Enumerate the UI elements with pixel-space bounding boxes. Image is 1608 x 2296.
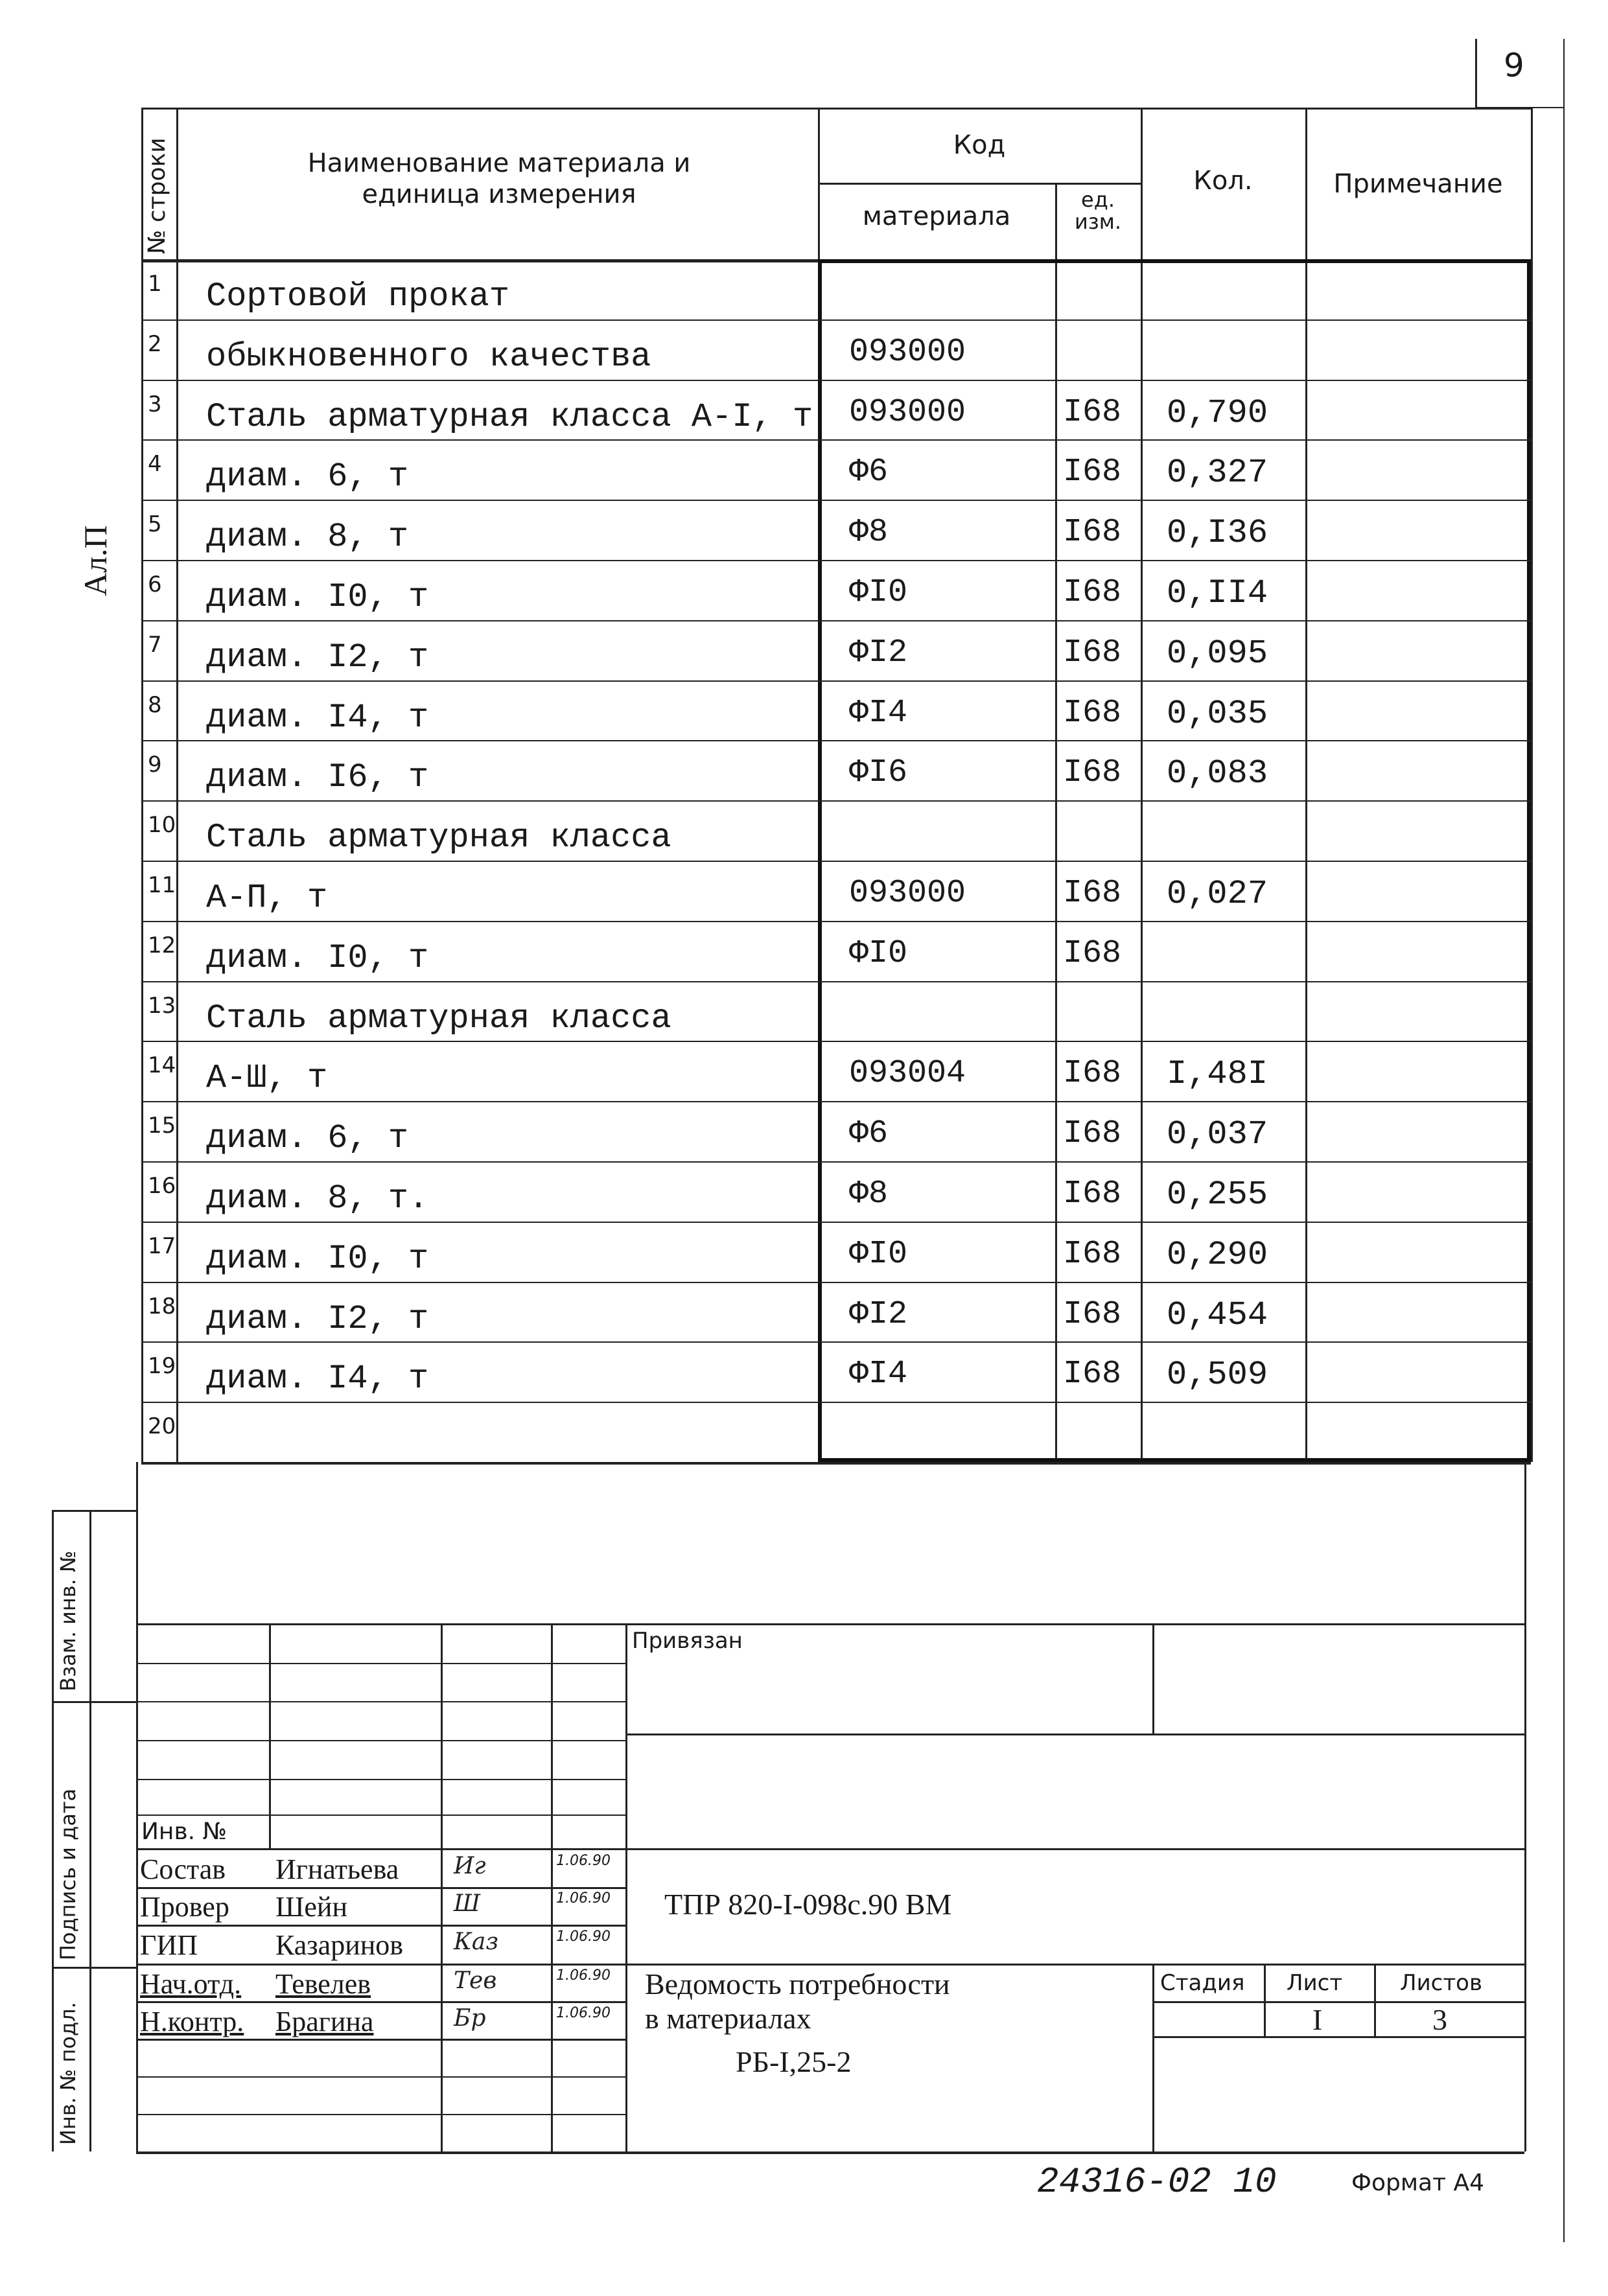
- material-code: ФI2: [849, 634, 908, 671]
- material-code: ФI0: [849, 934, 908, 972]
- stamp-name: Брагина: [275, 2006, 374, 2037]
- row-number: 6: [148, 572, 162, 597]
- doc-title-line3: РБ-I,25-2: [736, 2045, 852, 2078]
- unit-code: I68: [1063, 1176, 1122, 1212]
- quantity: 0,454: [1167, 1295, 1268, 1334]
- row-number: 11: [148, 872, 176, 898]
- quantity: 0,027: [1167, 875, 1268, 913]
- stamp-role: Состав: [140, 1853, 226, 1885]
- material-code: Ф8: [849, 514, 889, 551]
- sheet-label: Лист: [1287, 1970, 1343, 1996]
- material-name: Сортовой прокат: [206, 277, 510, 316]
- row-number: 1: [148, 271, 162, 297]
- material-name: диам. 6, т: [206, 1119, 409, 1158]
- material-name: Сталь арматурная класса А-I, т: [206, 397, 813, 436]
- material-code: Ф8: [849, 1176, 889, 1212]
- row-number: 8: [148, 691, 162, 718]
- unit-code: I68: [1063, 754, 1122, 792]
- material-code: ФI0: [849, 574, 908, 611]
- stamp-role: Н.контр.: [140, 2006, 244, 2037]
- doc-title-line2: в материалах: [645, 2002, 811, 2035]
- unit-code: I68: [1063, 694, 1122, 732]
- inv-no-label: Инв. №: [141, 1818, 227, 1845]
- header-qty: Кол.: [1193, 166, 1253, 196]
- row-number: 16: [148, 1173, 176, 1199]
- unit-code: I68: [1063, 1356, 1122, 1393]
- header-row-no: № строки: [144, 137, 170, 254]
- unit-code: I68: [1063, 393, 1122, 431]
- row-number: 7: [148, 631, 162, 658]
- stamp-role: Провер: [140, 1891, 229, 1923]
- unit-code: I68: [1063, 634, 1122, 671]
- doc-code: ТПР 820-I-098с.90 ВМ: [664, 1888, 952, 1921]
- material-name: диам. 8, т.: [206, 1179, 429, 1218]
- stamp-date: 1.06.90: [556, 1890, 611, 1907]
- quantity: 0,255: [1167, 1176, 1268, 1214]
- material-code: ФI0: [849, 1235, 908, 1273]
- material-name: диам. I0, т: [206, 938, 429, 977]
- material-code: ФI4: [849, 1356, 908, 1393]
- row-number: 5: [148, 511, 162, 538]
- row-number: 13: [148, 992, 176, 1019]
- field-vzam: Взам. инв. №: [56, 1550, 80, 1691]
- sheet-value: I: [1312, 2003, 1323, 2036]
- unit-code: I68: [1063, 454, 1122, 491]
- material-code: ФI2: [849, 1295, 908, 1333]
- stamp-name: Игнатьева: [275, 1853, 399, 1885]
- quantity: 0,037: [1167, 1115, 1268, 1154]
- doc-title-line1: Ведомость потребности: [645, 1967, 950, 2000]
- material-name: диам. I6, т: [206, 758, 429, 797]
- quantity: 0,509: [1167, 1356, 1268, 1395]
- sheets-value: 3: [1432, 2003, 1447, 2036]
- material-code: ФI4: [849, 694, 908, 732]
- material-name: диам. I2, т: [206, 1299, 429, 1338]
- privyazan-label: Привязан: [632, 1628, 743, 1654]
- stamp-date: 1.06.90: [556, 1853, 611, 1869]
- stamp-role: ГИП: [140, 1929, 198, 1961]
- material-name: диам. I4, т: [206, 698, 429, 737]
- stage-label: Стадия: [1160, 1970, 1245, 1996]
- footer-code: 24316-02 10: [1037, 2161, 1277, 2203]
- unit-code: I68: [1063, 1115, 1122, 1153]
- material-name: Сталь арматурная класса: [206, 999, 671, 1038]
- sheet-number: 9: [1504, 47, 1524, 84]
- row-number: 3: [148, 391, 162, 417]
- material-name: А-П, т: [206, 879, 328, 917]
- row-number: 4: [148, 451, 162, 478]
- header-code-unit: ед. изм.: [1074, 187, 1122, 234]
- quantity: 0,II4: [1167, 574, 1268, 612]
- header-code-material: материала: [862, 202, 1011, 231]
- row-number: 19: [148, 1353, 176, 1380]
- format-label: Формат А4: [1351, 2170, 1485, 2196]
- stamp-signature: Каз: [454, 1929, 498, 1955]
- quantity: 0,095: [1167, 634, 1268, 673]
- header-code-group: Код: [953, 130, 1006, 160]
- field-inv: Инв. № подл.: [56, 2002, 80, 2145]
- stamp-date: 1.06.90: [556, 1929, 611, 1945]
- quantity: 0,083: [1167, 754, 1268, 793]
- material-code: Ф6: [849, 454, 889, 491]
- material-name: диам. 6, т: [206, 458, 409, 496]
- quantity: 0,790: [1167, 393, 1268, 432]
- row-number: 12: [148, 932, 176, 958]
- stamp-role: Нач.отд.: [140, 1968, 242, 2000]
- stamp-signature: Ш: [454, 1890, 481, 1917]
- quantity: 0,I36: [1167, 514, 1268, 553]
- unit-code: I68: [1063, 875, 1122, 912]
- row-number: 14: [148, 1052, 176, 1079]
- stamp-name: Тевелев: [275, 1968, 371, 2000]
- quantity: I,48I: [1167, 1055, 1268, 1094]
- unit-code: I68: [1063, 1235, 1122, 1273]
- row-number: 17: [148, 1233, 176, 1259]
- unit-code: I68: [1063, 514, 1122, 551]
- unit-code: I68: [1063, 1295, 1122, 1333]
- header-name: Наименование материала и единица измерения: [307, 148, 691, 209]
- material-code: 093000: [849, 333, 966, 371]
- material-code: ФI6: [849, 754, 908, 792]
- stamp-name: Казаринов: [275, 1929, 404, 1961]
- unit-code: I68: [1063, 934, 1122, 972]
- stamp-signature: Иг: [454, 1853, 486, 1879]
- stamp-date: 1.06.90: [556, 2005, 611, 2021]
- row-number: 15: [148, 1113, 176, 1139]
- material-code: 093004: [849, 1055, 966, 1093]
- row-number: 18: [148, 1293, 176, 1319]
- row-number: 2: [148, 330, 162, 357]
- material-name: диам. I0, т: [206, 1239, 429, 1278]
- quantity: 0,035: [1167, 694, 1268, 733]
- unit-code: I68: [1063, 574, 1122, 611]
- material-code: 093000: [849, 875, 966, 912]
- material-code: 093000: [849, 393, 966, 431]
- material-name: Сталь арматурная класса: [206, 818, 671, 857]
- material-name: диам. I4, т: [206, 1360, 429, 1398]
- unit-code: I68: [1063, 1055, 1122, 1093]
- quantity: 0,327: [1167, 454, 1268, 493]
- sheets-label: Листов: [1400, 1970, 1483, 1996]
- row-number: 20: [148, 1413, 176, 1440]
- material-name: диам. I2, т: [206, 638, 429, 677]
- field-podpis: Подпись и дата: [56, 1788, 80, 1960]
- stamp-signature: Тев: [454, 1967, 497, 1994]
- row-number: 9: [148, 752, 162, 778]
- stamp-name: Шейн: [275, 1891, 348, 1923]
- material-name: А-Ш, т: [206, 1059, 328, 1098]
- material-name: обыкновенного качества: [206, 337, 651, 376]
- side-label: Ал.П: [77, 525, 113, 596]
- row-number: 10: [148, 812, 176, 839]
- material-name: диам. 8, т: [206, 518, 409, 557]
- material-name: диам. I0, т: [206, 578, 429, 616]
- header-note: Примечание: [1333, 169, 1503, 199]
- stamp-signature: Бр: [454, 2005, 486, 2032]
- material-code: Ф6: [849, 1115, 889, 1153]
- stamp-date: 1.06.90: [556, 1967, 611, 1984]
- quantity: 0,290: [1167, 1235, 1268, 1274]
